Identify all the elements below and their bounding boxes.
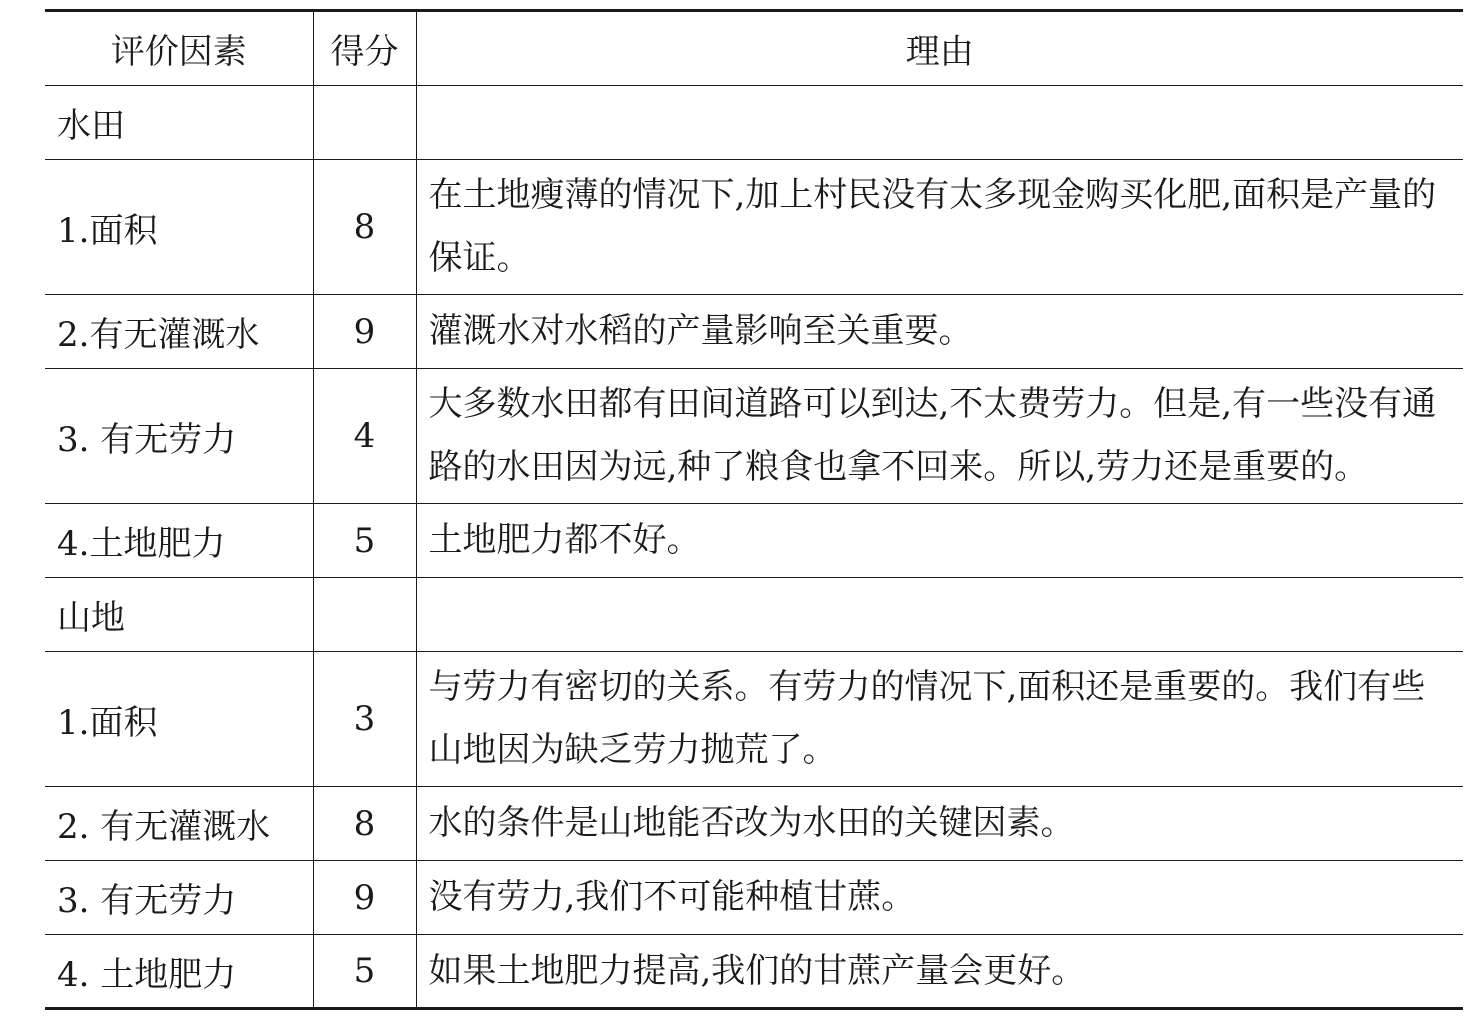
score-cell: 8 bbox=[313, 160, 416, 295]
evaluation-table bbox=[45, 9, 1463, 1010]
table-row bbox=[45, 935, 1463, 1009]
section-row-mountain bbox=[45, 578, 1463, 652]
section-row-paddy bbox=[45, 86, 1463, 160]
reason-cell: 没有劳力,我们不可能种植甘蔗。 bbox=[416, 861, 1463, 935]
score-cell: 8 bbox=[313, 787, 416, 861]
factor-cell: 2.有无灌溉水 bbox=[45, 295, 313, 369]
factor-cell: 1.面积 bbox=[45, 652, 313, 787]
table-row bbox=[45, 504, 1463, 578]
reason-cell bbox=[416, 578, 1463, 652]
table-row bbox=[45, 652, 1463, 787]
table-row bbox=[45, 861, 1463, 935]
factor-cell: 4. 土地肥力 bbox=[45, 935, 313, 1009]
score-cell: 5 bbox=[313, 504, 416, 578]
reason-cell: 水的条件是山地能否改为水田的关键因素。 bbox=[416, 787, 1463, 861]
reason-cell: 如果土地肥力提高,我们的甘蔗产量会更好。 bbox=[416, 935, 1463, 1009]
score-cell: 9 bbox=[313, 295, 416, 369]
reason-cell: 与劳力有密切的关系。有劳力的情况下,面积还是重要的。我们有些山地因为缺乏劳力抛荒了。 bbox=[416, 652, 1463, 787]
reason-cell: 在土地瘦薄的情况下,加上村民没有太多现金购买化肥,面积是产量的保证。 bbox=[416, 160, 1463, 295]
score-cell bbox=[313, 578, 416, 652]
factor-cell: 1.面积 bbox=[45, 160, 313, 295]
reason-cell: 灌溉水对水稻的产量影响至关重要。 bbox=[416, 295, 1463, 369]
factor-cell: 2. 有无灌溉水 bbox=[45, 787, 313, 861]
factor-cell: 4.土地肥力 bbox=[45, 504, 313, 578]
score-cell: 4 bbox=[313, 369, 416, 504]
section-label: 水田 bbox=[45, 86, 313, 160]
table-row bbox=[45, 787, 1463, 861]
score-cell: 3 bbox=[313, 652, 416, 787]
score-cell: 5 bbox=[313, 935, 416, 1009]
score-cell bbox=[313, 86, 416, 160]
header-reason: 理由 bbox=[416, 11, 1463, 86]
table-row bbox=[45, 295, 1463, 369]
factor-cell: 3. 有无劳力 bbox=[45, 369, 313, 504]
table-header-row bbox=[45, 11, 1463, 86]
header-factor: 评价因素 bbox=[45, 11, 313, 86]
score-cell: 9 bbox=[313, 861, 416, 935]
header-score: 得分 bbox=[313, 11, 416, 86]
section-label: 山地 bbox=[45, 578, 313, 652]
reason-cell bbox=[416, 86, 1463, 160]
reason-cell: 大多数水田都有田间道路可以到达,不太费劳力。但是,有一些没有通路的水田因为远,种了粮食也拿不回来。所以,劳力还是重要的。 bbox=[416, 369, 1463, 504]
table-row bbox=[45, 160, 1463, 295]
table-row bbox=[45, 369, 1463, 504]
reason-cell: 土地肥力都不好。 bbox=[416, 504, 1463, 578]
factor-cell: 3. 有无劳力 bbox=[45, 861, 313, 935]
